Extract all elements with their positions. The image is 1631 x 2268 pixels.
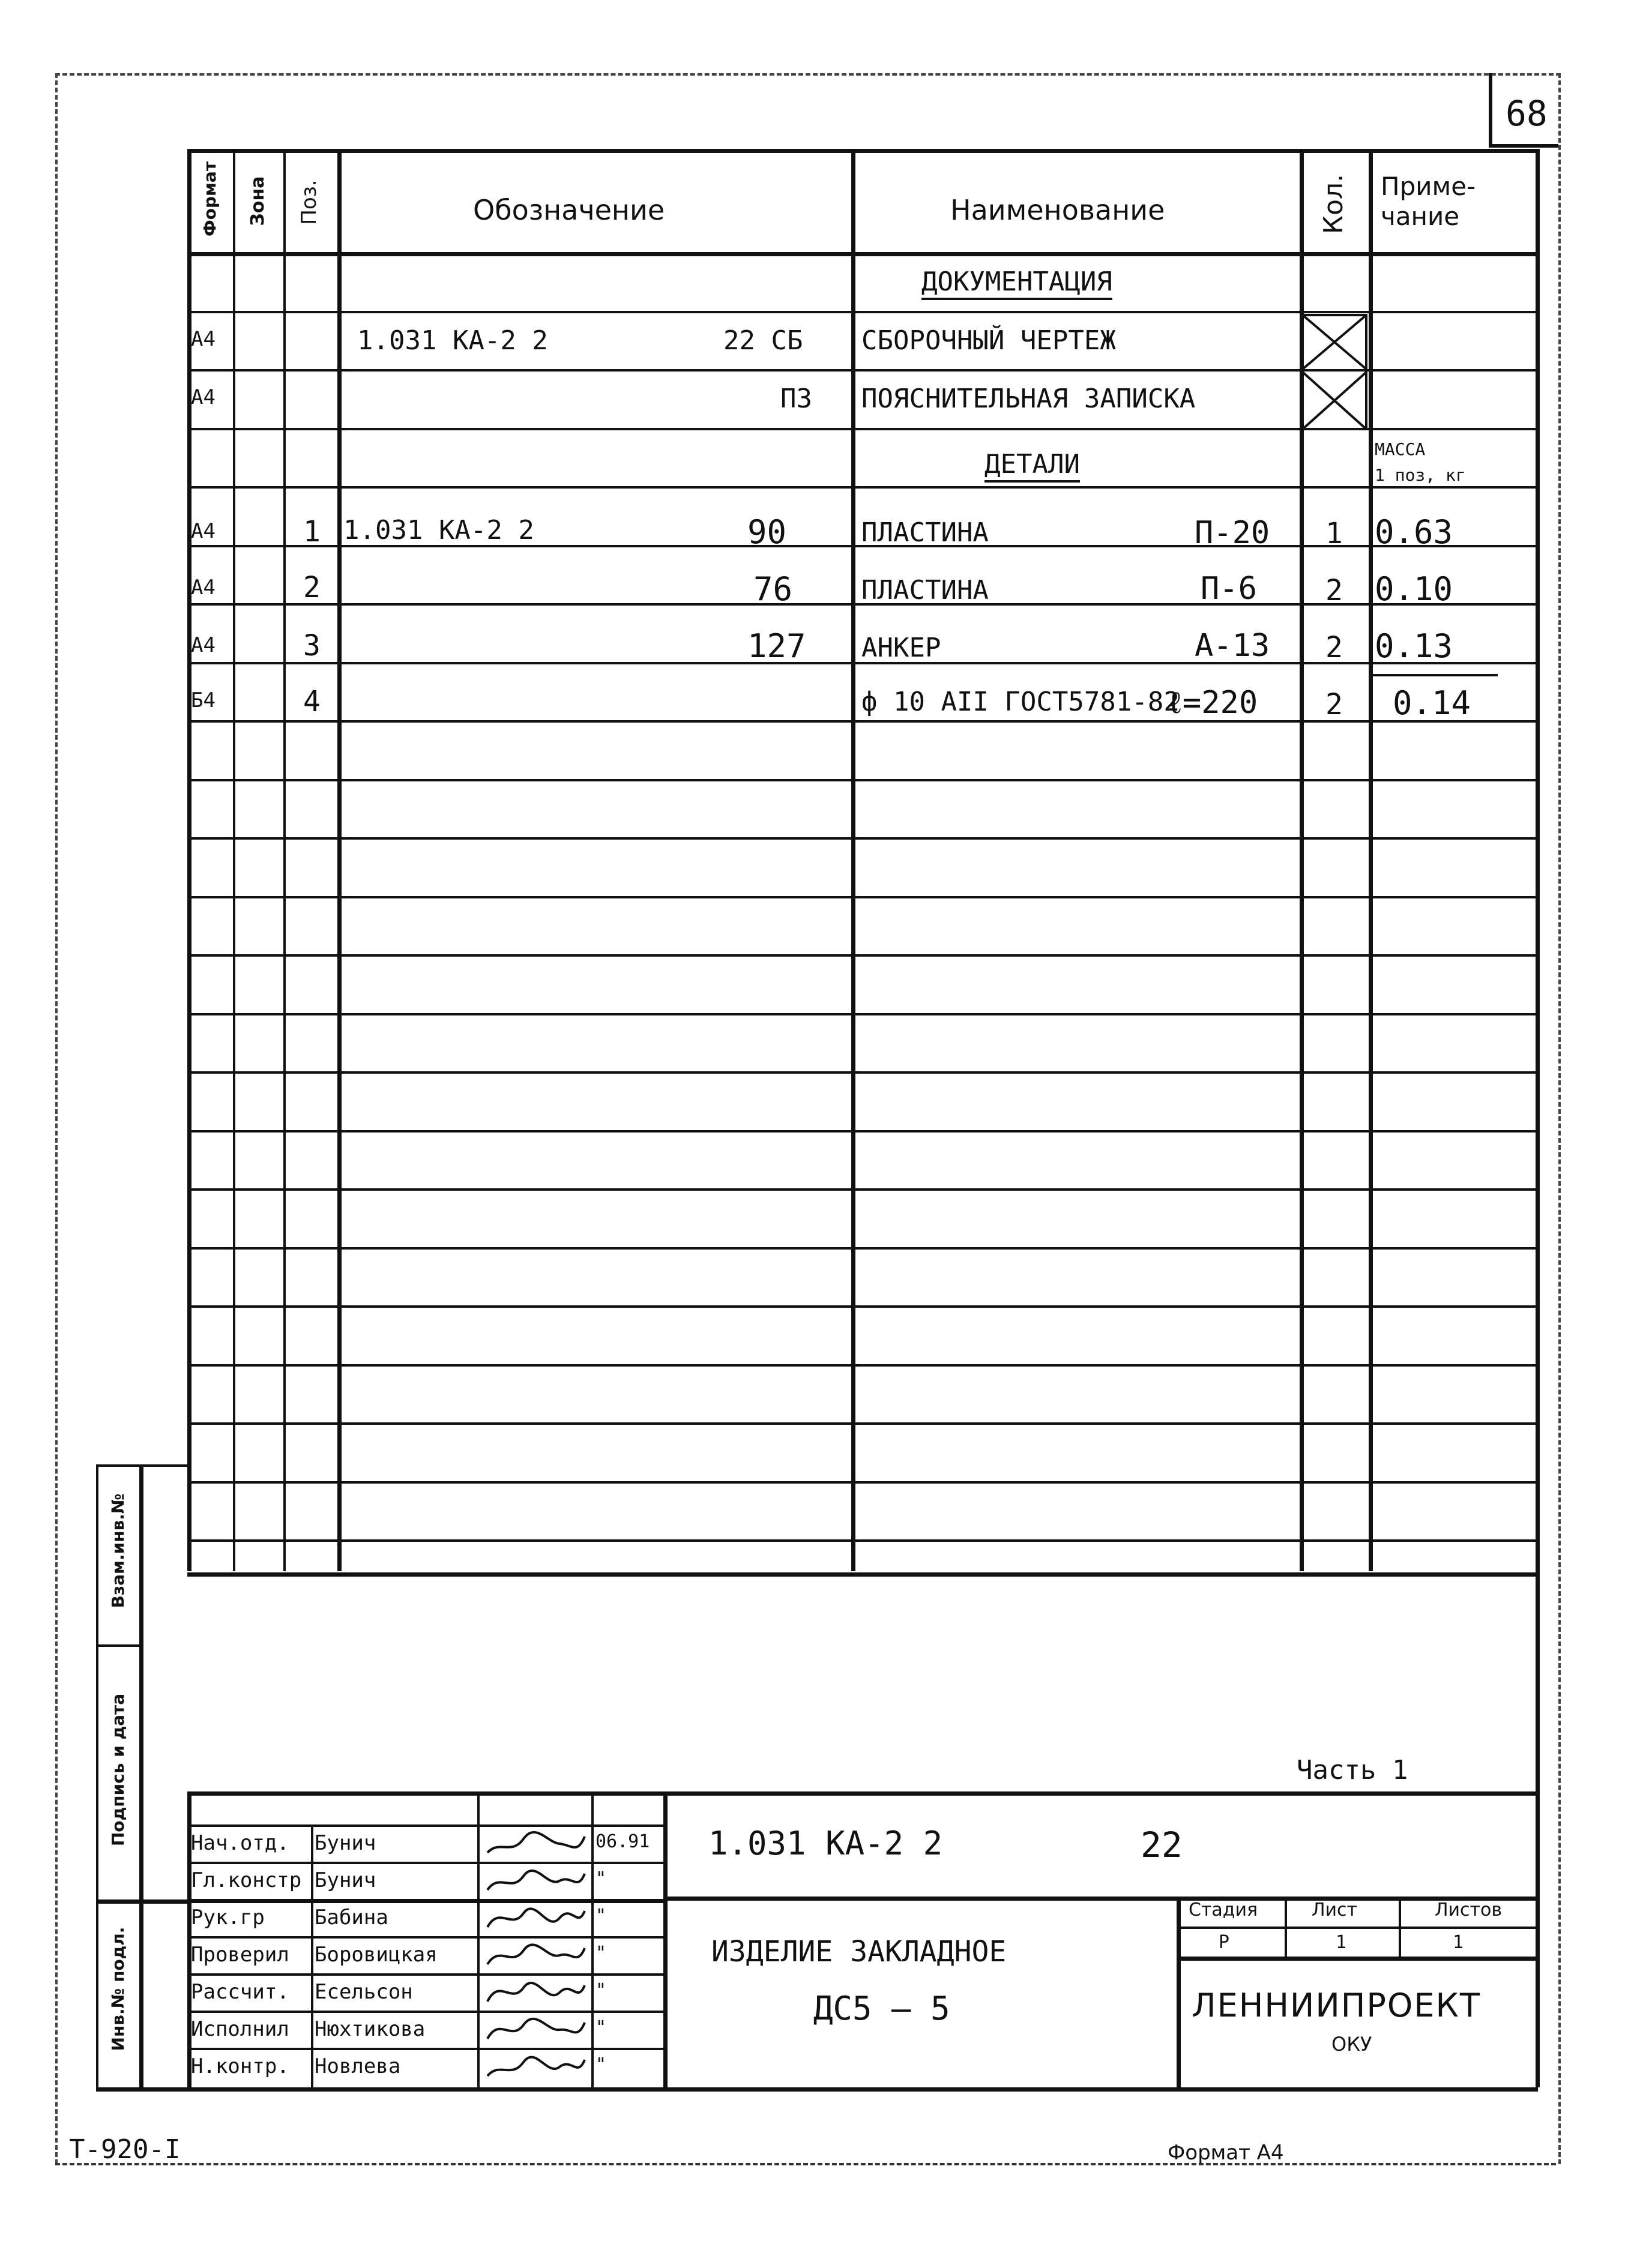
sheet-value: 1 [1336, 1932, 1347, 1953]
row-note: 0.14 [1393, 684, 1471, 722]
role-date: " [595, 1980, 607, 2001]
row-name: СБОРОЧНЫЙ ЧЕРТЕЖ [861, 325, 1116, 356]
row-name-mark: П-20 [1195, 515, 1270, 551]
doc-code: 1.031 КА-2 2 [708, 1824, 943, 1862]
titleblock-role-line [187, 1899, 665, 1903]
col-sep-designation [337, 149, 342, 1571]
note-underline [1372, 674, 1498, 676]
titleblock-stage-sep1 [1285, 1897, 1287, 1957]
row-code: 1.031 КА-2 2 [357, 325, 548, 356]
role-surname: Бунич [315, 1868, 376, 1892]
row-qty: 1 [1325, 517, 1343, 550]
side-label-inv-orig: Инв.№ подл. [108, 1927, 128, 2051]
titleblock-role-line [187, 2011, 665, 2013]
table-right-border [1536, 149, 1540, 2087]
titleblock-role-line [187, 1973, 665, 1976]
row-qty: 2 [1325, 631, 1343, 664]
col-sep-pos [283, 149, 286, 1571]
header-zone: Зона [247, 176, 268, 226]
row-note: 0.10 [1375, 570, 1453, 608]
row-pos: 3 [303, 629, 321, 663]
row-name-mark: ℓ=220 [1168, 685, 1258, 721]
table-bottom-border [187, 1572, 1538, 1577]
table-row-line [187, 1247, 1538, 1250]
row-note: 0.63 [1375, 513, 1453, 551]
row-code-suffix: 90 [747, 513, 787, 551]
table-row-line [187, 954, 1538, 957]
titleblock-role-line [187, 2048, 665, 2050]
side-strip-bottom [96, 2087, 189, 2092]
footer-format: Формат А4 [1168, 2141, 1284, 2165]
product-mark: ДС5 — 5 [813, 1990, 950, 2027]
header-format: Формат [200, 161, 220, 236]
signature-mark [481, 2049, 589, 2085]
titleblock-stage-bottom [1177, 1957, 1537, 1961]
header-note-line2: чание [1381, 202, 1460, 231]
row-pos: 1 [303, 515, 321, 549]
signature-mark [481, 1975, 589, 2011]
header-note-line1: Приме- [1381, 172, 1476, 201]
row-code-suffix: 22 СБ [723, 325, 803, 356]
role-title: Нач.отд. [191, 1831, 289, 1855]
titleblock-role-line [187, 1824, 665, 1827]
table-row-line [187, 1013, 1538, 1015]
row-name: ПЛАСТИНА [861, 575, 989, 606]
row-fmt: А4 [191, 576, 216, 600]
role-date: " [595, 2017, 607, 2038]
stage-label: Стадия [1189, 1900, 1258, 1921]
qty-cross-mark [1301, 312, 1367, 432]
table-row-line [187, 1305, 1538, 1308]
table-row-line [187, 1071, 1538, 1074]
titleblock-role-line [187, 1936, 665, 1939]
titleblock-stage-left [1177, 1897, 1181, 2089]
signature-mark [481, 1863, 589, 1899]
row-name: АНКЕР [861, 633, 941, 663]
signature-mark [481, 1900, 589, 1936]
table-row-line [187, 1422, 1538, 1425]
titleblock-code-bottom [663, 1897, 1537, 1901]
table-row-line [187, 779, 1538, 781]
sheet-number: 68 [1506, 93, 1548, 134]
table-row-line [187, 896, 1538, 898]
row-name-mark: А-13 [1195, 628, 1270, 664]
doc-suffix: 22 [1141, 1824, 1183, 1865]
table-row-line [187, 1130, 1538, 1132]
row-pos: 4 [303, 685, 321, 718]
titleblock-sep-sign [591, 1791, 594, 2089]
row-name: ПОЯСНИТЕЛЬНАЯ ЗАПИСКА [861, 384, 1196, 414]
row-fmt: А4 [191, 633, 216, 657]
row-fmt: Б4 [191, 688, 216, 712]
row-code-suffix: ПЗ [780, 384, 812, 414]
role-date: " [595, 1943, 607, 1964]
titleblock-top [187, 1791, 1538, 1796]
signature-mark [481, 1826, 589, 1862]
role-date: " [595, 2054, 607, 2075]
titleblock-stage-mid [1177, 1927, 1537, 1929]
row-name-mark: П-6 [1201, 571, 1257, 607]
side-strip-left [96, 1464, 98, 2089]
sheets-value: 1 [1453, 1932, 1464, 1953]
header-pos: Поз. [297, 179, 321, 225]
side-strip-top [96, 1464, 189, 1467]
side-label-sign-date: Подпись и дата [108, 1693, 128, 1847]
row-fmt: А4 [191, 327, 216, 351]
sheets-label: Листов [1435, 1900, 1503, 1921]
sheet-label: Лист [1312, 1900, 1358, 1921]
signature-mark [481, 1937, 589, 1973]
titleblock-role-line [187, 1862, 665, 1864]
table-top-border [187, 149, 1538, 153]
row-qty: 2 [1325, 574, 1343, 607]
role-title: Исполнил [191, 2017, 289, 2041]
table-row-line [187, 1364, 1538, 1367]
product-name: ИЗДЕЛИЕ ЗАКЛАДНОЕ [711, 1935, 1007, 1969]
frame-bottom [55, 2163, 1556, 2165]
role-surname: Нюхтикова [315, 2017, 426, 2041]
role-title: Н.контр. [191, 2054, 289, 2078]
role-surname: Новлева [315, 2054, 401, 2078]
side-strip-sep1 [96, 1644, 141, 1647]
header-name: Наименование [950, 194, 1165, 226]
header-designation: Обозначение [473, 194, 665, 226]
row-name: ПЛАСТИНА [861, 517, 989, 548]
role-surname: Бабина [315, 1906, 388, 1930]
row-code-suffix: 76 [753, 570, 793, 608]
row-fmt: А4 [191, 385, 216, 409]
stage-value: Р [1219, 1932, 1230, 1953]
col-sep-note [1369, 149, 1373, 1571]
col-sep-zone [233, 149, 235, 1571]
section-details: ДЕТАЛИ [984, 449, 1080, 480]
side-strip-right [139, 1464, 143, 2089]
table-row-line [187, 1481, 1538, 1484]
table-row-line [187, 486, 1538, 489]
table-left-border [187, 149, 191, 1571]
role-surname: Бунич [315, 1831, 376, 1855]
row-qty: 2 [1325, 688, 1343, 721]
role-title: Рук.гр [191, 1906, 265, 1930]
role-date: " [595, 1906, 607, 1927]
part-label: Часть 1 [1297, 1755, 1408, 1785]
header-bottom-border [187, 252, 1538, 256]
row-code-suffix: 127 [747, 627, 806, 665]
org-sub: ОКУ [1331, 2033, 1372, 2056]
row-pos: 2 [303, 571, 321, 604]
titleblock-sep-surname [477, 1791, 480, 2089]
row-fmt: А4 [191, 519, 216, 543]
org-name: ЛЕННИИПРОЕКТ [1192, 1987, 1481, 2024]
footer-code: Т-920-I [69, 2134, 181, 2165]
role-date: " [595, 1868, 607, 1889]
role-date: 06.91 [595, 1831, 650, 1852]
role-title: Проверил [191, 1943, 289, 1967]
row-code: 1.031 КА-2 2 [343, 515, 534, 546]
note-mass-line1: МАССА [1375, 439, 1426, 459]
titleblock-bottom [187, 2087, 1538, 2092]
table-row-line [187, 1188, 1538, 1191]
header-qty: Кол. [1318, 173, 1349, 235]
side-strip-sep2 [96, 1900, 189, 1904]
row-name: ф 10 АII ГОСТ5781-82 [861, 687, 1180, 717]
signature-mark [481, 2012, 589, 2048]
role-surname: Боровицкая [315, 1943, 438, 1967]
titleblock-sep-main [663, 1791, 668, 2089]
role-title: Гл.констр [191, 1868, 302, 1892]
table-row-line [187, 1539, 1538, 1542]
role-title: Рассчит. [191, 1980, 289, 2004]
note-mass-line2: 1 поз, кг [1375, 465, 1466, 485]
table-row-line [187, 837, 1538, 840]
row-note: 0.13 [1375, 627, 1453, 665]
side-label-inv-sub: Взам.инв.№ [108, 1493, 128, 1608]
col-sep-name [851, 149, 855, 1571]
role-surname: Есельсон [315, 1980, 413, 2004]
titleblock-stage-sep2 [1399, 1897, 1401, 1957]
section-documentation: ДОКУМЕНТАЦИЯ [921, 266, 1112, 297]
